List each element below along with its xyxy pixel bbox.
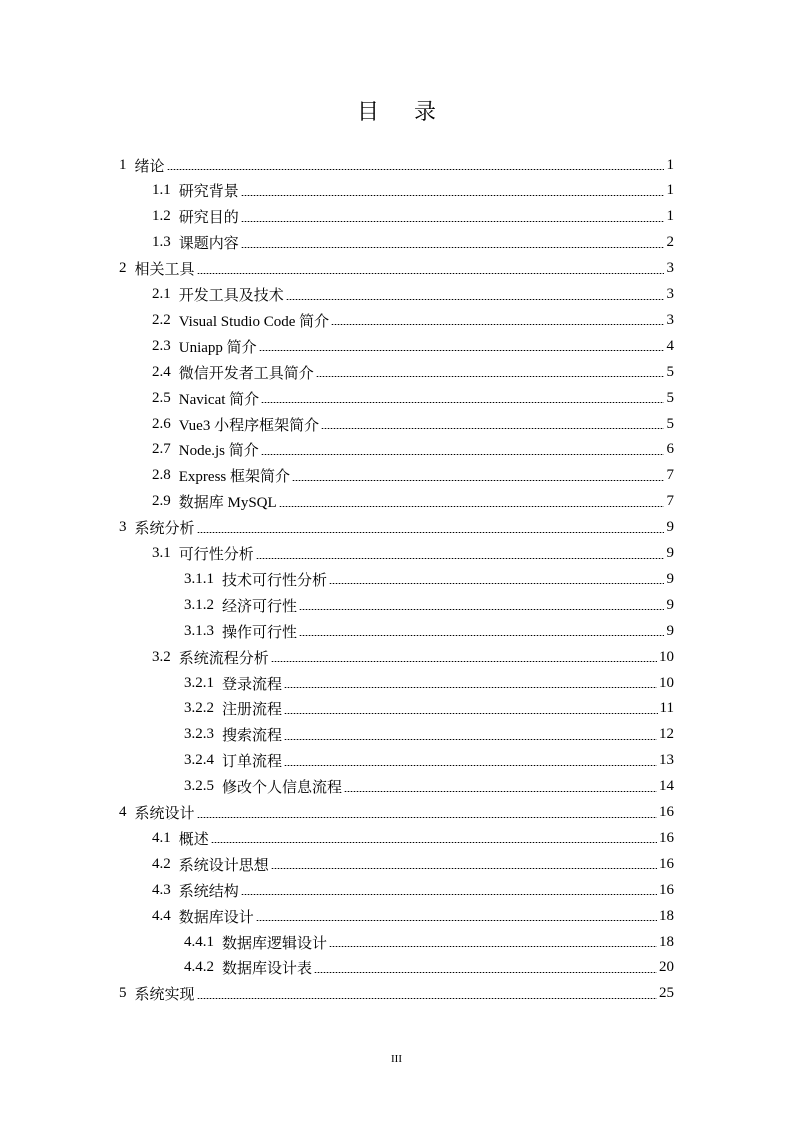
toc-entry[interactable]: [119, 256, 674, 282]
toc-entry-page: 9: [666, 622, 674, 639]
toc-entry-title: 数据库设计表: [222, 961, 313, 978]
dot-leader: [211, 842, 657, 843]
toc-entry-number: 4.1: [152, 829, 171, 846]
dot-leader: [284, 765, 657, 766]
toc-entry-title: 系统流程分析: [178, 650, 269, 667]
toc-entry-page: 18: [659, 933, 674, 950]
toc-entry-number: 2.1: [152, 286, 171, 302]
toc-entry[interactable]: [119, 515, 674, 541]
toc-entry[interactable]: [152, 437, 674, 463]
toc-entry-title: 系统设计思想: [178, 857, 269, 874]
toc-entry-page: 25: [659, 985, 674, 1002]
dot-leader: [284, 687, 657, 688]
toc-entry-page: 9: [666, 519, 674, 536]
toc-entry[interactable]: [152, 463, 674, 489]
dot-leader: [256, 920, 657, 921]
toc-entry-title: 概述: [178, 831, 209, 848]
toc-entry-page: 5: [666, 389, 674, 406]
toc-entry-title: 登录流程: [222, 676, 283, 693]
toc-entry-title: 微信开发者工具简介: [178, 365, 314, 382]
toc-entry-page: 5: [666, 363, 674, 380]
toc-entry-page: 1: [666, 182, 674, 199]
toc-entry-number: 2.5: [152, 389, 171, 406]
toc-entry-page: 12: [659, 726, 674, 743]
toc-entry-page: 14: [659, 778, 674, 795]
toc-entry[interactable]: [152, 411, 674, 437]
dot-leader: [329, 946, 657, 947]
toc-entry-page: 4: [666, 337, 674, 354]
toc-entry[interactable]: [152, 282, 674, 308]
toc-title: 目 录: [357, 100, 450, 125]
toc-entry-page: 16: [659, 881, 674, 898]
toc-entry[interactable]: [184, 748, 674, 774]
toc-entry-title: Visual Studio Code 简介: [178, 313, 330, 330]
toc-entry-number: 5: [119, 985, 127, 1002]
toc-entry-title: Vue3 小程序框架简介: [178, 417, 320, 434]
toc-entry[interactable]: [152, 541, 674, 567]
toc-entry[interactable]: [184, 955, 674, 981]
toc-entry-title: 研究目的: [178, 210, 239, 227]
dot-leader: [316, 376, 664, 377]
dot-leader: [299, 609, 664, 610]
toc-entry-title: 系统设计: [134, 806, 195, 822]
toc-entry[interactable]: [184, 929, 674, 955]
toc-entry-number: 1: [119, 156, 127, 173]
dot-leader: [321, 428, 664, 429]
toc-entry[interactable]: [152, 178, 674, 204]
toc-entry-page: 5: [666, 415, 674, 432]
dot-leader: [284, 739, 657, 740]
dot-leader: [344, 791, 657, 792]
toc-entry-title: 技术可行性分析: [222, 572, 328, 589]
toc-entry-title: 系统分析: [134, 521, 195, 538]
toc-entry-number: 2.7: [152, 441, 171, 458]
dot-leader: [284, 713, 658, 714]
toc-entry-number: 3: [119, 519, 127, 536]
toc-entry-page: 2: [666, 234, 674, 251]
toc-entry-page: 3: [666, 311, 674, 328]
toc-entry[interactable]: [184, 670, 674, 696]
toc-entry[interactable]: [184, 618, 674, 644]
dot-leader: [241, 894, 657, 895]
toc-entry[interactable]: [152, 230, 674, 256]
toc-entry-page: 7: [666, 493, 674, 510]
toc-entry[interactable]: [152, 877, 674, 903]
toc-entry[interactable]: [152, 489, 674, 515]
toc-entry-title: 系统结构: [178, 883, 239, 900]
dot-leader: [241, 195, 664, 196]
toc-entry-number: 3.2: [152, 648, 171, 665]
dot-leader: [197, 273, 664, 274]
toc-entry[interactable]: [184, 722, 674, 748]
toc-entry-number: 2.4: [152, 363, 171, 380]
toc-entry-title: 数据库设计: [178, 909, 254, 926]
toc-entry-number: 1.1: [152, 182, 171, 199]
toc-entry-number: 2: [119, 260, 127, 277]
toc-entry-title: 开发工具及技术: [178, 288, 284, 304]
dot-leader: [261, 402, 664, 403]
dot-leader: [197, 998, 657, 999]
toc-entry-page: 7: [666, 467, 674, 484]
toc-entry-title: 修改个人信息流程: [222, 780, 343, 797]
dot-leader: [259, 350, 664, 351]
toc-entry-number: 4.4.2: [184, 959, 214, 976]
dot-leader: [241, 247, 664, 248]
toc-entry-title: Uniapp 简介: [178, 339, 257, 356]
toc-entry-title: 可行性分析: [178, 547, 254, 563]
toc-entry-page: 3: [666, 260, 674, 277]
dot-leader: [279, 506, 664, 507]
dot-leader: [256, 558, 664, 559]
toc-entry-number: 3.2.1: [184, 674, 214, 691]
toc-entry-number: 4.2: [152, 855, 171, 872]
toc-entry-page: 13: [659, 752, 674, 769]
toc-entry[interactable]: [152, 307, 674, 333]
toc-entry-title: 订单流程: [222, 754, 283, 771]
toc-entry-title: 相关工具: [134, 262, 195, 279]
dot-leader: [261, 454, 664, 455]
toc-entry-page: 1: [666, 208, 674, 225]
toc-entry-number: 3.2.3: [184, 726, 214, 743]
toc-entry-title: 注册流程: [222, 702, 283, 719]
toc-entry-number: 3.1.1: [184, 570, 214, 587]
toc-entry-number: 4.4.1: [184, 933, 214, 950]
toc-entry-page: 16: [659, 804, 674, 820]
toc-entry-page: 1: [666, 156, 674, 173]
toc-entry[interactable]: [184, 696, 674, 722]
toc-entry[interactable]: [184, 566, 674, 592]
toc-entry-page: 16: [659, 855, 674, 872]
dot-leader: [241, 221, 664, 222]
dot-leader: [167, 169, 664, 170]
toc-entry-title: 数据库逻辑设计: [222, 935, 328, 952]
toc-entry-number: 1.3: [152, 234, 171, 251]
toc-entry-title: Express 框架简介: [178, 469, 290, 486]
toc-entry-page: 9: [666, 596, 674, 613]
toc-entry-title: 数据库 MySQL: [178, 495, 277, 512]
toc-entry-number: 4: [119, 804, 127, 820]
toc-entry-number: 4.3: [152, 881, 171, 898]
toc-entry-title: 搜索流程: [222, 728, 283, 745]
page-footer-number: III: [391, 1053, 402, 1065]
toc-entry-page: 9: [666, 570, 674, 587]
toc-entry-title: 操作可行性: [222, 624, 298, 641]
toc-entry-title: 研究背景: [178, 184, 239, 201]
dot-leader: [197, 817, 657, 818]
toc-entry[interactable]: [152, 644, 674, 670]
dot-leader: [271, 661, 657, 662]
toc-entry[interactable]: [152, 385, 674, 411]
toc-entry-title: 系统实现: [134, 987, 195, 1004]
toc-entry[interactable]: [184, 592, 674, 618]
toc-entry-number: 3.2.5: [184, 778, 214, 795]
toc-entry-page: 18: [659, 907, 674, 924]
dot-leader: [197, 532, 664, 533]
toc-entry-page: 6: [666, 441, 674, 458]
toc-entry[interactable]: [119, 800, 674, 826]
toc-entry-number: 4.4: [152, 907, 171, 924]
toc-entry-title: 经济可行性: [222, 598, 298, 615]
toc-entry-number: 2.6: [152, 415, 171, 432]
toc-entry[interactable]: [152, 204, 674, 230]
toc-entry-title: 课题内容: [178, 236, 239, 253]
toc-entry[interactable]: [184, 774, 674, 800]
toc-entry[interactable]: [152, 359, 674, 385]
toc-entry-page: 10: [659, 674, 674, 691]
toc-entry-number: 2.2: [152, 311, 171, 328]
toc-entry-title: Navicat 简介: [178, 391, 260, 408]
dot-leader: [292, 480, 664, 481]
toc-entry-number: 2.9: [152, 493, 171, 510]
dot-leader: [299, 635, 664, 636]
toc-entry-title: 绪论: [134, 158, 165, 175]
toc-entry[interactable]: [152, 903, 674, 929]
toc-entry-page: 11: [659, 700, 674, 717]
toc-entry-number: 3.1.2: [184, 596, 214, 613]
toc-entry-number: 3.2.2: [184, 700, 214, 717]
toc-entry-page: 10: [659, 648, 674, 665]
toc-entry-number: 2.3: [152, 337, 171, 354]
toc-entry[interactable]: [152, 825, 674, 851]
toc-entry-page: 3: [666, 286, 674, 302]
toc-entry-number: 3.1.3: [184, 622, 214, 639]
dot-leader: [271, 868, 657, 869]
toc-entry[interactable]: [119, 981, 674, 1007]
dot-leader: [286, 299, 664, 300]
toc-entry-number: 2.8: [152, 467, 171, 484]
toc-entry-title: Node.js 简介: [178, 443, 259, 460]
toc-entry[interactable]: [152, 851, 674, 877]
toc-entry-page: 9: [666, 545, 674, 561]
toc-entry-number: 3.1: [152, 545, 171, 561]
toc-entry-number: 1.2: [152, 208, 171, 225]
toc-entry-number: 3.2.4: [184, 752, 214, 769]
dot-leader: [331, 324, 664, 325]
dot-leader: [329, 583, 664, 584]
toc-entry-page: 20: [659, 959, 674, 976]
toc-entry[interactable]: [152, 333, 674, 359]
dot-leader: [314, 972, 657, 973]
toc-entry-page: 16: [659, 829, 674, 846]
toc-entry[interactable]: [119, 152, 674, 178]
